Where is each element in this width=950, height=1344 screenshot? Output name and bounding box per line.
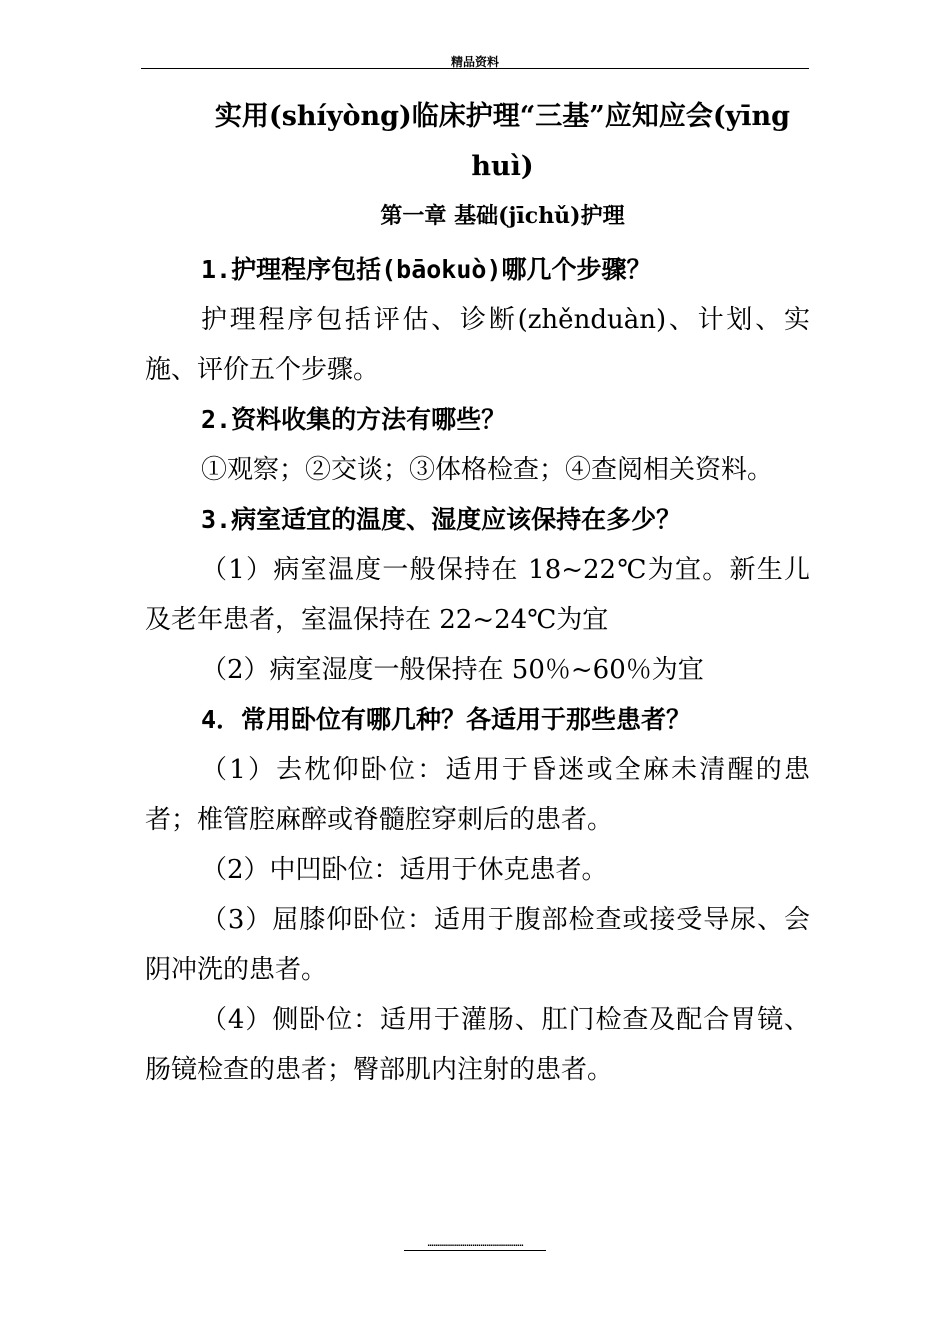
answer-2: ①观察；②交谈；③体格检查；④查阅相关资料。: [201, 455, 774, 485]
question-1: 1.护理程序包括(bāokuò)哪几个步骤？: [201, 255, 652, 284]
answer-4-item-4: （4）侧卧位：适用于灌肠、肛门检查及配合胃镜、肠镜检查的患者；臀部肌内注射的患者。: [145, 1005, 810, 1085]
question-4: 4．常用卧位有哪几种？各适用于那些患者？: [201, 705, 692, 734]
document-title: 实用(shíyòng)临床护理“三基”应知应会(yīng huì): [214, 101, 791, 182]
answer-4-item-2: （2）中凹卧位：适用于休克患者。: [201, 855, 608, 885]
question-2: 2.资料收集的方法有哪些？: [201, 405, 507, 434]
answer-3-item-1: （1）病室温度一般保持在 18~22℃为宜。新生儿及老年患者，室温保持在 22~24℃为宜: [145, 555, 810, 635]
header-divider: [141, 68, 809, 69]
answer-4-item-3: （3）屈膝仰卧位：适用于腹部检查或接受导尿、会阴冲洗的患者。: [145, 905, 810, 985]
answer-3-item-2: （2）病室湿度一般保持在 50％~60％为宜: [201, 655, 704, 685]
answer-4-item-1: （1）去枕仰卧位：适用于昏迷或全麻未清醒的患者；椎管腔麻醉或脊髓腔穿刺后的患者。: [145, 755, 810, 835]
document-body: [145, 245, 810, 1095]
footer-dotted-line: ...............................................: [427, 1239, 523, 1248]
answer-1: 护理程序包括评估、诊断(zhěnduàn)、计划、实施、评价五个步骤。: [145, 305, 810, 385]
question-3: 3.病室适宜的温度、湿度应该保持在多少？: [201, 505, 682, 534]
chapter-title: 第一章 基础(jīchǔ)护理: [380, 203, 625, 229]
footer-divider: [404, 1250, 546, 1251]
page-header-label: 精品资料: [450, 55, 499, 69]
